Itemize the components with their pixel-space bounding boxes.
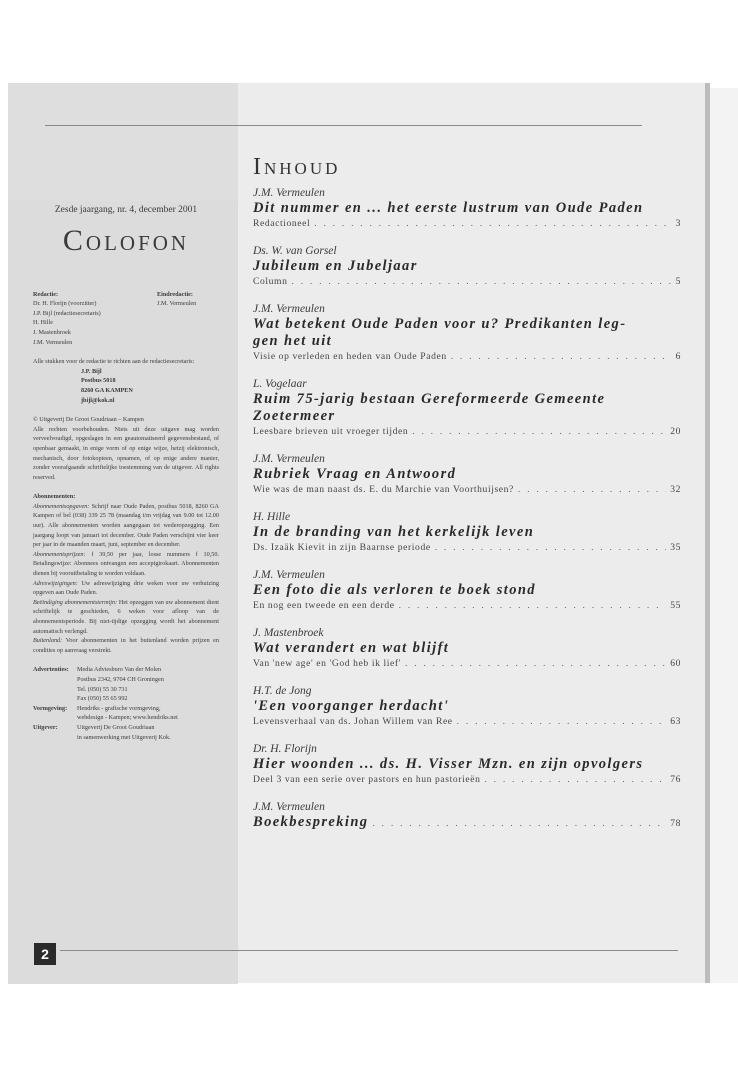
toc-author: J.M. Vermeulen xyxy=(253,303,325,315)
uitgever-row xyxy=(33,723,219,742)
colofon-title: Colofon xyxy=(62,223,190,257)
abonnementen-heading: Abonnementen: xyxy=(33,493,76,501)
toc-page-number: 3 xyxy=(675,218,681,229)
page-top-band xyxy=(8,83,238,201)
toc-leader-dots xyxy=(292,275,672,288)
adres-label: Adreswijzigingen: xyxy=(33,579,78,587)
toc-page-number: 20 xyxy=(670,426,681,437)
redactie-member: J. Mastenbroek xyxy=(33,328,71,336)
beeindiging-text: Het opzeggen van uw abonnement dient schriftelijk te geschieden, 6 weken voor afloop van de abonnementsperiode. Bij niet-tijdige opzegging wordt het abonnement automatisch verlengd. xyxy=(33,598,220,635)
vormgeving-row xyxy=(33,704,219,723)
toc-entry[interactable] xyxy=(253,800,681,831)
toc-entry[interactable] xyxy=(253,626,681,670)
toc-author: H.T. de Jong xyxy=(253,685,312,697)
buitenland-paragraph xyxy=(33,636,219,655)
toc-title: Boekbespreking xyxy=(253,814,369,830)
eindredactie-heading: Eindredactie: xyxy=(157,290,193,298)
toc-title: 'Een voorganger herdacht' xyxy=(253,698,450,714)
advertenties-line: Postbus 2342, 9704 CH Groningen xyxy=(77,675,164,683)
toc-page-number: 55 xyxy=(670,600,681,611)
toc-leader-dots xyxy=(435,541,666,554)
toc-title: Wat verandert en wat blijft xyxy=(253,640,450,656)
toc-title: In de branding van het kerkelijk leven xyxy=(253,524,535,540)
secretary-email: jbijl@kok.nl xyxy=(81,396,115,404)
toc-title: Ruim 75-jarig bestaan Gereformeerde Gemeente xyxy=(253,391,606,407)
toc-leader-dots xyxy=(405,657,666,670)
secretary-address-line: Postbus 5018 xyxy=(81,377,116,385)
toc-leader-dots xyxy=(457,715,667,728)
toc-subtitle: Van 'new age' en 'God heb ik lief' xyxy=(253,658,401,669)
adres-text: Uw adreswijziging drie weken voor uw verhuizing opgeven aan Oude Paden. xyxy=(33,579,219,597)
toc-leader-dots xyxy=(518,483,666,496)
advertenties-line: Fax (050) 55 65 992 xyxy=(77,695,128,703)
toc-subtitle: Column xyxy=(253,276,288,287)
toc-entry[interactable] xyxy=(253,684,681,728)
adres-paragraph xyxy=(33,579,219,598)
page-number: 2 xyxy=(34,943,56,965)
toc-page-number: 76 xyxy=(670,774,681,785)
toc-subtitle: Ds. Izaäk Kievit in zijn Baarnse periode xyxy=(253,542,431,553)
toc-entry[interactable] xyxy=(253,186,681,230)
toc-entry[interactable] xyxy=(253,568,681,612)
eindredactie-name: J.M. Vermeulen xyxy=(157,300,197,308)
inhoud-column xyxy=(253,154,681,845)
toc-entry[interactable] xyxy=(253,742,681,786)
toc-author: J. Mastenbroek xyxy=(253,627,324,639)
toc-entry[interactable] xyxy=(253,302,681,363)
volume-info: Zesde jaargang, nr. 4, december 2001 xyxy=(54,205,198,215)
buitenland-label: Buitenland: xyxy=(33,637,63,645)
redactie-heading: Redactie: xyxy=(33,290,59,298)
redactie-member: J.P. Bijl (redactiesecretaris) xyxy=(33,309,101,317)
abo-prijzen-paragraph xyxy=(33,550,219,579)
toc-subtitle: Levensverhaal van ds. Johan Willem van Ree xyxy=(253,716,453,727)
abo-prijzen-label: Abonnementsprijzen: xyxy=(33,550,86,558)
next-page-edge xyxy=(710,88,738,983)
uitgever-line: in samenwerking met Uitgeverij Kok. xyxy=(77,733,171,741)
toc-author: Ds. W. van Gorsel xyxy=(253,245,337,257)
toc-author: J.M. Vermeulen xyxy=(253,801,325,813)
secretary-name: J.P. Bijl xyxy=(81,367,102,375)
toc-page-number: 6 xyxy=(675,351,681,362)
toc-title: Rubriek Vraag en Antwoord xyxy=(253,466,457,482)
toc-leader-dots xyxy=(372,817,666,830)
buitenland-text: Voor abonnementen in het buitenland worden prijzen en condities op aanvraag verstrekt. xyxy=(33,637,219,654)
toc-entry[interactable] xyxy=(253,244,681,288)
submission-text: Alle stukken voor de redactie te richten aan de redactiesecretaris: xyxy=(33,358,195,366)
uitgever-label: Uitgever: xyxy=(33,723,58,731)
toc-title: Jubileum en Jubeljaar xyxy=(253,258,418,274)
toc-author: H. Hille xyxy=(253,511,291,523)
top-rule xyxy=(45,125,642,126)
uitgever-line: Uitgeverij De Groot Goudriaan xyxy=(77,723,155,731)
toc-entry[interactable] xyxy=(253,452,681,496)
vormgeving-line: Hendriks - grafische vormgeving, xyxy=(77,704,161,712)
toc-author: J.M. Vermeulen xyxy=(253,187,325,199)
toc-author: J.M. Vermeulen xyxy=(253,569,325,581)
toc-leader-dots xyxy=(451,350,672,363)
rights-text: Alle rechten voorbehouden. Niets uit deze uitgave mag worden verveelvoudigd, opgeslagen in een geautomatiseerd gegevensbestand, of openbaar gemaakt, in enige vorm of op enige wijze, hetzij elektronisch, mechanisch, door fotokopieen, opnamen, of op enige andere manier, zonder voorafgaande schriftelijke toestemming van de uitgever. All rights reserved. xyxy=(33,425,219,481)
advertenties-line: Media Adviesburo Van der Molen xyxy=(77,666,162,674)
redactie-member: J.M. Vermeulen xyxy=(33,338,73,346)
toc-page-number: 5 xyxy=(675,276,681,287)
toc-title-continued: gen het uit xyxy=(253,333,333,349)
abo-opgaven-text: Schrijf naar Oude Paden, postbus 5018, 8260 GA Kampen of bel (038) 339 25 78 (maandag t/m vrijdag van 9.00 tot 12.00 uur). Alle abonnementen worden aangegaan tot wederopzegging. Een jaargang loopt van januari tot december. Oude Paden verschijnt vier keer per jaar in de maanden maart, juni, september en december. xyxy=(33,502,219,549)
redactie-member: H. Hille xyxy=(33,319,53,327)
toc-title-continued: Zoetermeer xyxy=(253,408,336,424)
redactie-block xyxy=(33,290,219,348)
toc-leader-dots xyxy=(484,773,666,786)
toc-title: Hier woonden ... ds. H. Visser Mzn. en zijn opvolgers xyxy=(253,756,644,772)
secretary-address-line: 8260 GA KAMPEN xyxy=(81,386,133,394)
redactie-member: Dr. H. Florijn (voorzitter) xyxy=(33,300,97,308)
toc-page-number: 32 xyxy=(670,484,681,495)
toc-author: Dr. H. Florijn xyxy=(253,743,317,755)
toc-page-number: 60 xyxy=(670,658,681,669)
bottom-rule xyxy=(60,950,678,951)
toc-leader-dots xyxy=(412,425,666,438)
toc-page-number: 78 xyxy=(670,818,681,829)
inhoud-title: Inhoud xyxy=(253,154,341,180)
toc-title: Een foto die als verloren te boek stond xyxy=(253,582,536,598)
toc-page-number: 63 xyxy=(670,716,681,727)
vormgeving-line: webdesign - Kampen; www.hendriks.net xyxy=(77,714,178,722)
toc-title: Dit nummer en ... het eerste lustrum van Oude Paden xyxy=(253,200,644,216)
beeindiging-paragraph xyxy=(33,598,219,636)
toc-subtitle: Redactioneel xyxy=(253,218,311,229)
vormgeving-label: Vormgeving: xyxy=(33,704,68,712)
advertenties-label: Advertenties: xyxy=(33,666,69,674)
advertenties-line: Tel. (050) 55 30 731 xyxy=(77,685,128,693)
abo-opgaven-paragraph xyxy=(33,502,219,550)
beeindiging-label: Beëindiging abonnementstermijn: xyxy=(33,598,118,606)
toc-entry[interactable] xyxy=(253,510,681,554)
toc-leader-dots xyxy=(314,217,671,230)
toc-subtitle: Deel 3 van een serie over pastors en hun pastorieën xyxy=(253,774,481,785)
toc-page-number: 35 xyxy=(670,542,681,553)
toc-subtitle: Wie was de man naast ds. E. du Marchie van Voorthuijsen? xyxy=(253,484,514,495)
abo-opgaven-label: Abonnementsopgaven: xyxy=(33,502,90,510)
toc-author: J.M. Vermeulen xyxy=(253,453,325,465)
copyright-line: © Uitgeverij De Groot Goudriaan – Kampen xyxy=(33,416,144,424)
toc-title: Wat betekent Oude Paden voor u? Predikanten leg- xyxy=(253,316,627,332)
toc-subtitle: Leesbare brieven uit vroeger tijden xyxy=(253,426,409,437)
advertenties-row xyxy=(33,665,219,703)
toc-leader-dots xyxy=(399,599,667,612)
colofon-column xyxy=(33,206,219,742)
abo-prijzen-text: f 39,50 per jaar, losse nummers f 10,50. Betalingswijze: Abonnees ontvangen een acceptgirokaart. Abonnementen dienen bij vooruitbetaling te worden voldaan. xyxy=(33,550,219,578)
toc-subtitle: Visie op verleden en heden van Oude Paden xyxy=(253,351,447,362)
toc-subtitle: En nog een tweede en een derde xyxy=(253,600,395,611)
toc-author: L. Vogelaar xyxy=(253,378,307,390)
toc-entry[interactable] xyxy=(253,377,681,438)
